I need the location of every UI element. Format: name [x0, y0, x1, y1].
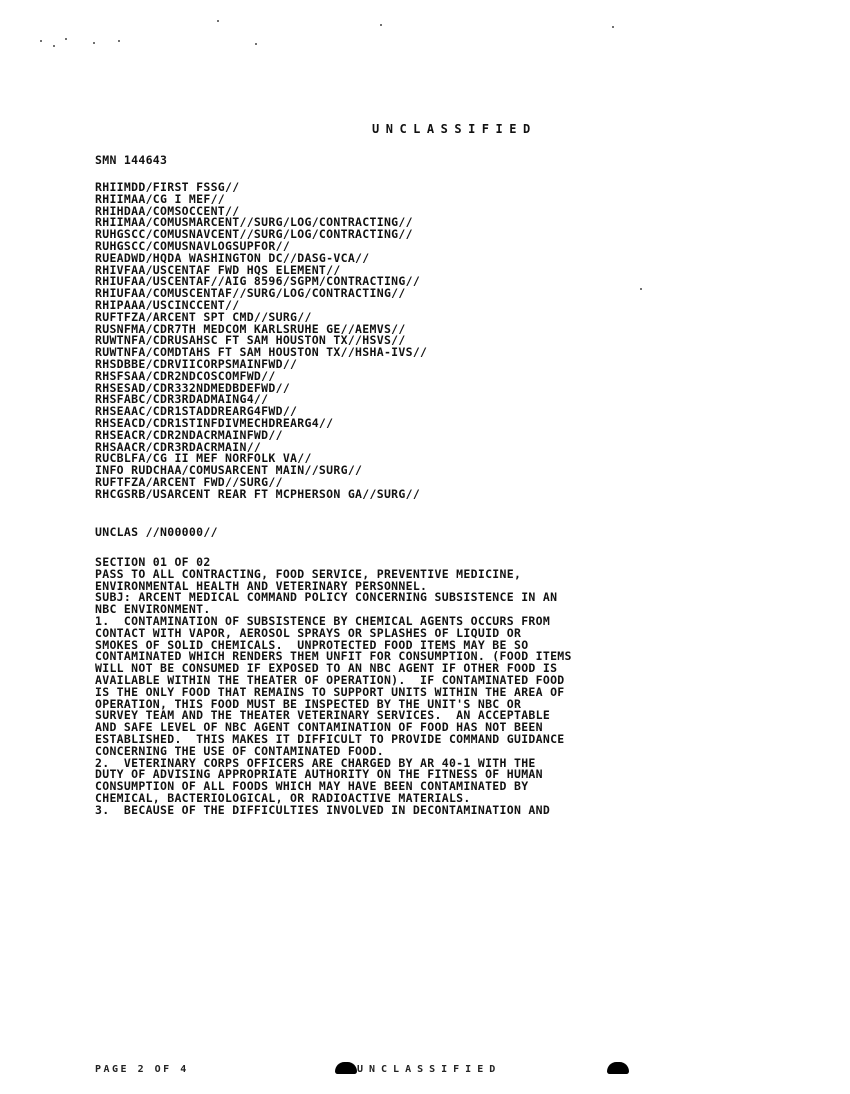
- body-line: SURVEY TEAM AND THE THEATER VETERINARY SERVICES. AN ACCEPTABLE: [95, 708, 551, 723]
- scan-speck: [255, 43, 257, 45]
- addressee-line: RHIIMAA/CG I MEF//: [95, 191, 226, 206]
- addressee-line: RHIIMAA/COMUSMARCENT//SURG/LOG/CONTRACTING//: [95, 215, 413, 230]
- addressee-line: RHSAACR/CDR3RDACRMAIN//: [95, 439, 262, 454]
- page-footer: [95, 1062, 655, 1078]
- addressee-line: RUHGSCC/COMUSNAVCENT//SURG/LOG/CONTRACTING//: [95, 227, 413, 242]
- body-line: SECTION 01 OF 02: [95, 555, 211, 569]
- unclas-line: UNCLAS //N00000//: [95, 525, 218, 539]
- scan-speck: [53, 45, 55, 47]
- scan-speck: [65, 38, 67, 40]
- body-line: 1. CONTAMINATION OF SUBSISTENCE BY CHEMICAL AGENTS OCCURS FROM: [95, 613, 551, 628]
- addressee-line: RHSFABC/CDR3RDADMAING4//: [95, 392, 269, 407]
- addressee-line: RHCGSRB/USARCENT REAR FT MCPHERSON GA//SURG//: [95, 486, 421, 501]
- addressee-line: RHSEACD/CDR1STINFDIVMECHDREARG4//: [95, 415, 334, 430]
- body-line: OPERATION, THIS FOOD MUST BE INSPECTED BY THE UNIT'S NBC OR: [95, 696, 522, 711]
- classification-header: UNCLASSIFIED: [372, 122, 537, 136]
- message-number: SMN 144643: [95, 153, 168, 167]
- body-line: CONTAMINATED WHICH RENDERS THEM UNFIT FOR CONSUMPTION. (FOOD ITEMS: [95, 649, 572, 664]
- scan-speck: [640, 288, 642, 290]
- addressee-line: RUFTFZA/ARCENT SPT CMD//SURG//: [95, 309, 312, 324]
- body-line: CONSUMPTION OF ALL FOODS WHICH MAY HAVE BEEN CONTAMINATED BY: [95, 779, 529, 794]
- addressee-line: RUEADWD/HQDA WASHINGTON DC//DASG-VCA//: [95, 250, 370, 265]
- scan-speck: [93, 42, 95, 44]
- redaction-mark-left: [335, 1062, 357, 1074]
- scan-speck: [380, 24, 382, 26]
- addressee-line: RHSEACR/CDR2NDACRMAINFWD//: [95, 427, 283, 442]
- addressee-line: RUHGSCC/COMUSNAVLOGSUPFOR//: [95, 238, 291, 253]
- body-line: PASS TO ALL CONTRACTING, FOOD SERVICE, PREVENTIVE MEDICINE,: [95, 566, 522, 581]
- addressee-line: RUWTNFA/CDRUSAHSC FT SAM HOUSTON TX//HSVS//: [95, 333, 406, 348]
- body-line: WILL NOT BE CONSUMED IF EXPOSED TO AN NBC AGENT IF OTHER FOOD IS: [95, 661, 558, 676]
- addressee-line: RHIHDAA/COMSOCCENT//: [95, 203, 240, 218]
- message-body: [95, 557, 572, 817]
- addressee-list: [95, 182, 427, 501]
- scan-speck: [118, 40, 120, 42]
- body-line: SMOKES OF SOLID CHEMICALS. UNPROTECTED FOOD ITEMS MAY BE SO: [95, 637, 529, 652]
- addressee-line: RUSNFMA/CDR7TH MEDCOM KARLSRUHE GE//AEMVS//: [95, 321, 406, 336]
- page-number: PAGE 2 OF 4: [95, 1064, 189, 1075]
- addressee-line: RUWTNFA/COMDTAHS FT SAM HOUSTON TX//HSHA-IVS//: [95, 345, 428, 360]
- body-line: SUBJ: ARCENT MEDICAL COMMAND POLICY CONCERNING SUBSISTENCE IN AN: [95, 590, 558, 605]
- body-line: CONCERNING THE USE OF CONTAMINATED FOOD.: [95, 743, 384, 758]
- addressee-line: RHSEAAC/CDR1STADDREARG4FWD//: [95, 404, 298, 419]
- scan-speck: [40, 40, 42, 42]
- addressee-line: RHIPAAA/USCINCCENT//: [95, 297, 240, 312]
- addressee-line: RHIUFAA/COMUSCENTAF//SURG/LOG/CONTRACTING//: [95, 286, 406, 301]
- addressee-line: RUCBLFA/CG II MEF NORFOLK VA//: [95, 451, 312, 466]
- addressee-line: RHSESAD/CDR332NDMEDBDEFWD//: [95, 380, 291, 395]
- body-line: ENVIRONMENTAL HEALTH AND VETERINARY PERSONNEL.: [95, 578, 428, 593]
- body-line: 2. VETERINARY CORPS OFFICERS ARE CHARGED BY AR 40-1 WITH THE: [95, 755, 536, 770]
- redaction-mark-right: [607, 1062, 629, 1074]
- addressee-line: RHSFSAA/CDR2NDCOSCOMFWD//: [95, 368, 276, 383]
- addressee-line: RHIUFAA/USCENTAF//AIG 8596/SGPM/CONTRACTING//: [95, 274, 421, 289]
- body-line: AVAILABLE WITHIN THE THEATER OF OPERATION). IF CONTAMINATED FOOD: [95, 672, 565, 687]
- body-line: 3. BECAUSE OF THE DIFFICULTIES INVOLVED IN DECONTAMINATION AND: [95, 802, 551, 817]
- body-line: AND SAFE LEVEL OF NBC AGENT CONTAMINATION OF FOOD HAS NOT BEEN: [95, 720, 543, 735]
- body-line: IS THE ONLY FOOD THAT REMAINS TO SUPPORT UNITS WITHIN THE AREA OF: [95, 684, 565, 699]
- body-line: CONTACT WITH VAPOR, AEROSOL SPRAYS OR SPLASHES OF LIQUID OR: [95, 625, 522, 640]
- body-line: ESTABLISHED. THIS MAKES IT DIFFICULT TO PROVIDE COMMAND GUIDANCE: [95, 731, 565, 746]
- body-line: CHEMICAL, BACTERIOLOGICAL, OR RADIOACTIVE MATERIALS.: [95, 790, 471, 805]
- footer-classification: UNCLASSIFIED: [357, 1064, 502, 1075]
- addressee-line: RHSDBBE/CDRVIICORPSMAINFWD//: [95, 356, 298, 371]
- scan-speck: [217, 20, 219, 22]
- addressee-line: RUFTFZA/ARCENT FWD//SURG//: [95, 474, 283, 489]
- body-line: NBC ENVIRONMENT.: [95, 602, 211, 617]
- scan-speck: [612, 26, 614, 28]
- addressee-line: RHIVFAA/USCENTAF FWD HQS ELEMENT//: [95, 262, 341, 277]
- body-line: DUTY OF ADVISING APPROPRIATE AUTHORITY ON THE FITNESS OF HUMAN: [95, 767, 543, 782]
- addressee-line: RHIIMDD/FIRST FSSG//: [95, 180, 240, 194]
- addressee-line: INFO RUDCHAA/COMUSARCENT MAIN//SURG//: [95, 463, 363, 478]
